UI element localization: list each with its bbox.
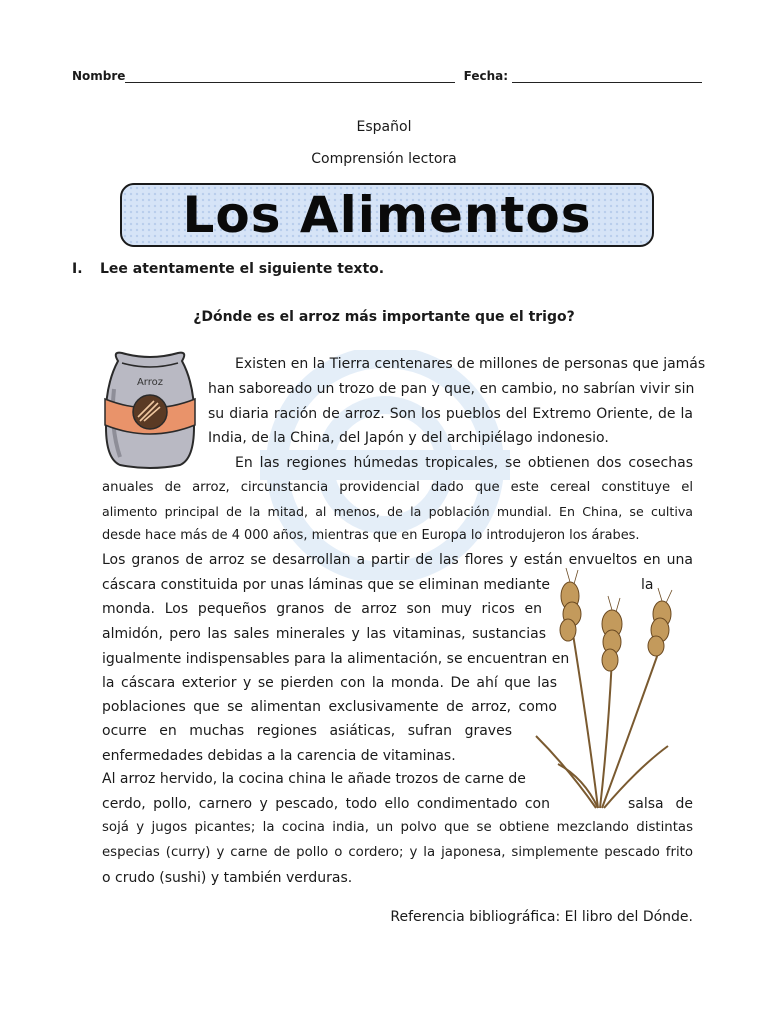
reading-title: ¿Dónde es el arroz más importante que el trigo? (193, 309, 575, 325)
instruction-number: I. (72, 261, 83, 277)
text-line: cáscara constituida por unas láminas que se eliminan mediante (102, 577, 550, 593)
name-label: Nombre (72, 69, 126, 83)
text-line: ocurre en muchas regiones asiáticas, sufran graves (102, 723, 512, 739)
sack-label: Arroz (136, 377, 164, 388)
topic-label: Comprensión lectora (311, 151, 457, 167)
instruction-text: Lee atentamente el siguiente texto. (100, 261, 385, 277)
text-line: Existen en la Tierra centenares de millones de personas que jamás (235, 356, 706, 372)
text-line: o crudo (sushi) y también verduras. (102, 870, 353, 886)
page-title: Los Alimentos (182, 186, 592, 244)
text-line: especias (curry) y carne de pollo o cordero; y la japonesa, simplemente pescado frito (102, 845, 693, 860)
date-label: Fecha: (463, 69, 509, 83)
instruction (72, 261, 384, 277)
text-line: desde hace más de 4 000 años, mientras que en Europa lo introdujeron los árabes. (102, 528, 640, 543)
text-line: alimento principal de la mitad, al menos, de la población mundial. En China, se cultiva (102, 504, 693, 519)
text-line: En las regiones húmedas tropicales, se obtienen dos cosechas (235, 455, 693, 471)
text-line: Al arroz hervido, la cocina china le añade trozos de carne de (102, 771, 526, 787)
text-line: la (641, 577, 654, 593)
text-line: Los granos de arroz se desarrollan a partir de las flores y están envueltos en una (102, 552, 693, 568)
text-line: salsa de (628, 796, 693, 812)
text-line: cerdo, pollo, carnero y pescado, todo ello condimentado con (102, 796, 550, 812)
text-line: enfermedades debidas a la carencia de vitaminas. (102, 748, 456, 764)
wheat-illustration-icon (528, 568, 688, 816)
bibliographic-reference: Referencia bibliográfica: El libro del Dónde. (390, 909, 693, 925)
text-line: la cáscara exterior y se pierden con la monda. De ahí que las (102, 675, 557, 691)
text-line: igualmente indispensables para la alimentación, se encuentran en (102, 651, 570, 667)
rice-sack-icon (100, 347, 200, 471)
text-line: anuales de arroz, circunstancia providencial dado que este cereal constituye el (102, 480, 693, 495)
text-line: sojá y jugos picantes; la cocina india, un polvo que se obtiene mezclando distintas (102, 820, 693, 835)
text-line: almidón, pero las sales minerales y las vitaminas, sustancias (102, 626, 546, 642)
text-line: India, de la China, del Japón y del archipiélago indonesio. (208, 430, 609, 446)
date-field-line[interactable] (512, 70, 702, 83)
text-line: poblaciones que se alimentan exclusivamente de arroz, como (102, 699, 557, 715)
subject-label: Español (356, 119, 412, 135)
text-line: monda. Los pequeños granos de arroz son muy ricos en (102, 601, 542, 617)
student-header (72, 69, 702, 83)
name-field-line[interactable] (125, 70, 455, 83)
text-line: su diaria ración de arroz. Son los pueblos del Extremo Oriente, de la (208, 406, 693, 422)
title-banner (120, 183, 654, 247)
text-line: han saboreado un trozo de pan y que, en cambio, no sabrían vivir sin (208, 381, 695, 397)
